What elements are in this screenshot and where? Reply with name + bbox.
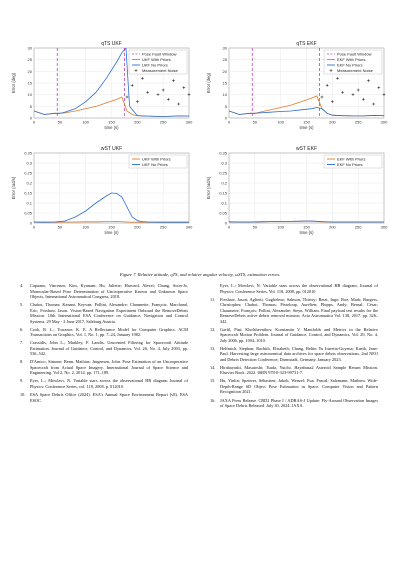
x-tick-label: 100	[82, 119, 90, 125]
y-tick-label: 0.35	[219, 150, 227, 156]
y-tick-label: 30	[222, 45, 227, 51]
reference-number: 10.	[20, 392, 26, 398]
x-tick-label: 300	[380, 224, 388, 230]
reference-text: Helfmich, Stephan; Rachith, Elisabeth; Chang, Beltin Yu Iruretta-Goyena; Kaeib, Jean-Paul. Harvesting large astronomical data archives for space debris observations. 2nd NEO and Debris Detection Conference; Darmstadt, Germany. January 2023.	[220, 345, 378, 362]
chart-wst-ekf	[205, 143, 390, 243]
x-tick-label: 50	[252, 224, 258, 230]
figure-caption: Figure 7. Relative attitude, qTS, and relative angular velocity, ωSTS, estimation errors.	[119, 272, 281, 277]
x-tick-label: 0	[227, 224, 231, 230]
legend-label: UKF No Priors	[142, 161, 168, 167]
reference-number: 8.	[20, 359, 24, 365]
y-tick-label: 0	[29, 115, 32, 121]
reference-text: Hirabayashi, Masatoshi; Tsuda, Yuichi. Hayabusa2 Asteroid Sample Return Mission. Elsevier Book. 2022. ISBN 978-0-323-99731-7.	[220, 364, 378, 376]
reference-item	[20, 378, 188, 389]
legend-label: Measurement Noise	[142, 67, 178, 73]
y-tick-label: 0	[224, 220, 227, 226]
reference-item	[20, 392, 188, 403]
y-tick-label: 0.1	[26, 200, 32, 206]
chart-wst-ukf	[10, 143, 195, 243]
reference-number: 9.	[20, 378, 24, 384]
y-tick-label: 30	[27, 45, 32, 51]
reference-number: 16.	[210, 397, 216, 403]
chart-svg	[10, 38, 195, 138]
reference-item	[210, 283, 378, 294]
y-tick-label: 0.25	[219, 170, 227, 176]
y-tick-label: 20	[222, 68, 227, 74]
x-axis-label: time (s)	[299, 125, 314, 130]
reference-item	[210, 365, 378, 376]
reference-number: 14.	[210, 364, 216, 370]
x-tick-label: 300	[185, 119, 193, 125]
chart-title: qTS UKF	[101, 41, 122, 47]
reference-text: Cook, R. L.; Torrance, K. E. A Reflectance Model for Computer Graphics. ACM Transactions on Graphics, Vol. 1, No. 1, pp. 7–24, January 1982.	[30, 326, 188, 338]
x-tick-label: 100	[82, 224, 90, 230]
x-tick-label: 300	[185, 224, 193, 230]
chart-qts-ekf	[205, 38, 390, 138]
reference-item	[20, 340, 188, 357]
x-tick-label: 300	[380, 119, 388, 125]
reference-number: 15.	[210, 378, 216, 384]
reference-item	[210, 346, 378, 363]
reference-text: JAXA Press Release. CRD2 Phase I / ADRAS-J Update: Fly-Around Observation Images of Space Debris Released. July 30, 2024. JAXA.	[220, 397, 378, 409]
x-tick-label: 0	[32, 119, 36, 125]
chart-title: wST EKF	[295, 146, 318, 152]
y-tick-label: 0	[224, 115, 227, 121]
y-tick-label: 25	[27, 57, 32, 63]
x-tick-label: 150	[303, 224, 310, 230]
y-tick-label: 0.05	[219, 210, 227, 216]
chart-legend	[324, 155, 382, 168]
legend-label: EKF With Priors	[337, 56, 366, 62]
chart-legend	[129, 50, 187, 74]
y-tick-label: 0.3	[26, 160, 32, 166]
y-tick-label: 0.35	[24, 150, 32, 156]
y-axis-label: Error (deg)	[206, 72, 211, 94]
reference-item	[210, 297, 378, 325]
reference-item	[20, 283, 188, 300]
x-tick-label: 50	[57, 119, 63, 125]
y-tick-label: 10	[27, 92, 32, 98]
x-tick-label: 50	[252, 119, 258, 125]
reference-text: Eyer, L.; Mowlavi, N. Variable stars across the observational HR diagram, Journal of Physics: Conference Series, Vol. 118, 2008, pp. 012010	[220, 283, 378, 294]
y-tick-label: 15	[27, 80, 32, 86]
reference-text: Garfil, Pini; Kholshevnikov, Konstantin V. Manifolds and Metrics in the Relative Spacecraft Motion Problem. Journal of Guidance, Control, and Dynamics, Vol. 29, No. 4, July 2006, pp. 1004–1010.	[220, 326, 378, 343]
legend-label: Measurement Noise	[337, 67, 373, 73]
y-tick-label: 0.1	[221, 200, 227, 206]
x-tick-label: 150	[303, 119, 310, 125]
chart-qts-ukf	[10, 38, 195, 138]
y-axis-label: Error (rad/s)	[11, 176, 16, 200]
reference-text: ESA Space Debris Office (2024). ESA's Annual Space Environment Report (v8). ESA ESOC.	[30, 392, 188, 403]
reference-text: Chabot, Thomas; Kanani, Keyvan; Pollini, Alexandre; Chaumette, François; Marchand, Eric; Forshaw, Jason. Vision-Based Navigation Experiment Onboard the RemoveDebris Mission. 10th International ESA Conference on Guidance, Navigation and Control Systems, 29 May - 2 June 2017, Salzburg Austria.	[30, 302, 188, 324]
y-tick-label: 0.25	[24, 170, 32, 176]
chart-legend	[324, 50, 382, 74]
reference-number: 11.	[210, 296, 216, 302]
reference-text: Capuano, Vincenzo; Kim, Kyunam; Hu, Juliette; Harvard, Alexei; Chung, Soon-Jo, Monocular-Based Pose Determination of Uncooperative Known and Unknown Space Objects, International Astronautical Congress, 2018.	[30, 283, 188, 299]
x-tick-label: 50	[57, 224, 63, 230]
reference-number: 4.	[20, 283, 24, 288]
reference-text: Crassidis, John L.; Markley, F. Landis. Unscented Filtering for Spacecraft Attitude Estimation. Journal of Guidance, Control, and Dynamics, Vol. 26, No. 4, July 2003, pp. 536–542.	[30, 340, 188, 357]
y-tick-label: 0.15	[219, 190, 227, 196]
x-tick-label: 250	[159, 119, 167, 125]
y-tick-label: 0.05	[24, 210, 32, 216]
references-left-column	[20, 283, 188, 406]
x-tick-label: 0	[32, 224, 36, 230]
y-tick-label: 0.3	[221, 160, 227, 166]
x-tick-label: 250	[159, 224, 167, 230]
x-tick-label: 200	[328, 224, 336, 230]
x-tick-label: 200	[133, 224, 141, 230]
y-tick-label: 10	[222, 92, 227, 98]
reference-item	[210, 398, 378, 409]
reference-text: Forshaw, Jason; Aglietti, Guglielmo; Salmon, Thierry; Retat, Ingo; Roe, Mark; Burgess, Christopher; Chabot, Thomas; Pisseloup, Aurélien; Phipps, Andy; Bernal, César; Chaumette, François; Pollini, Alexandre; Steyn, William. Final payload test results for the RemoveDebris active debris removal mission. Acta Astronautica Vol. 138, 2017. pp. 326–342.	[220, 296, 378, 324]
reference-text: Hu, Yinlin; Speierer, Sébastien; Jakob, Wenzel; Fua, Pascal; Salzmann, Mathieu. Wide-Depth-Range 6D Object Pose Estimation in Space. Computer Vision and Pattern Recognition 2021.	[220, 378, 378, 395]
x-tick-label: 250	[354, 119, 362, 125]
y-tick-label: 15	[222, 80, 227, 86]
reference-item	[210, 378, 378, 395]
legend-label: Pose Fault Window	[142, 51, 177, 57]
x-tick-label: 200	[328, 119, 336, 125]
y-tick-label: 0.2	[221, 180, 227, 186]
chart-svg	[205, 143, 390, 243]
x-tick-label: 250	[354, 224, 362, 230]
reference-item	[210, 327, 378, 344]
x-tick-label: 0	[227, 119, 231, 125]
reference-text: D'Amico, Simone; Benn, Mathias; Jørgensen, John. Pose Estimation of an Uncooperative Spacecraft from Actual Space Imagery. International Journal of Space Science and Engineering. Vol 2, No. 2. 2014. pp. 171–189.	[30, 359, 188, 376]
y-tick-label: 0.2	[26, 180, 32, 186]
reference-number: 5.	[20, 302, 24, 308]
reference-number: 13.	[210, 345, 216, 351]
y-tick-label: 0	[29, 220, 32, 226]
x-tick-label: 150	[108, 119, 115, 125]
reference-number: 12.	[210, 326, 216, 332]
reference-item	[20, 359, 188, 376]
x-tick-label: 100	[277, 224, 285, 230]
x-axis-label: time (s)	[104, 230, 119, 235]
x-axis-label: time (s)	[299, 230, 314, 235]
x-axis-label: time (s)	[104, 125, 119, 130]
y-tick-label: 5	[29, 103, 32, 109]
legend-label: UKF With Priors	[142, 156, 171, 162]
chart-svg	[205, 38, 390, 138]
chart-title: wST UKF	[100, 146, 123, 152]
y-tick-label: 25	[222, 57, 227, 63]
x-tick-label: 200	[133, 119, 141, 125]
y-axis-label: Error (rad/s)	[206, 176, 211, 200]
reference-text: Eyer, L.; Mowlavi, N. Variable stars across the observational HR diagram Journal of Physics: Conference Series, vol. 118, 2008, p. 012010.	[30, 378, 188, 389]
legend-label: EKF With Priors	[337, 156, 366, 162]
legend-label: Pose Fault Window	[337, 51, 372, 57]
y-tick-label: 20	[27, 68, 32, 74]
y-tick-label: 0.15	[24, 190, 32, 196]
legend-label: UKF With Priors	[142, 56, 171, 62]
legend-label: UKF No Priors	[142, 62, 168, 68]
y-axis-label: Error (deg)	[11, 72, 16, 94]
reference-number: 7.	[20, 340, 24, 346]
x-tick-label: 100	[277, 119, 285, 125]
chart-title: qTS EKF	[296, 41, 317, 47]
legend-label: EKF No Priors	[337, 62, 363, 68]
reference-number: 6.	[20, 326, 24, 332]
reference-item	[20, 327, 188, 338]
x-tick-label: 150	[108, 224, 115, 230]
y-tick-label: 5	[224, 103, 227, 109]
chart-legend	[129, 155, 187, 168]
reference-item	[20, 302, 188, 324]
chart-svg	[10, 143, 195, 243]
legend-label: EKF No Priors	[337, 161, 363, 167]
references-right-column	[210, 283, 378, 411]
